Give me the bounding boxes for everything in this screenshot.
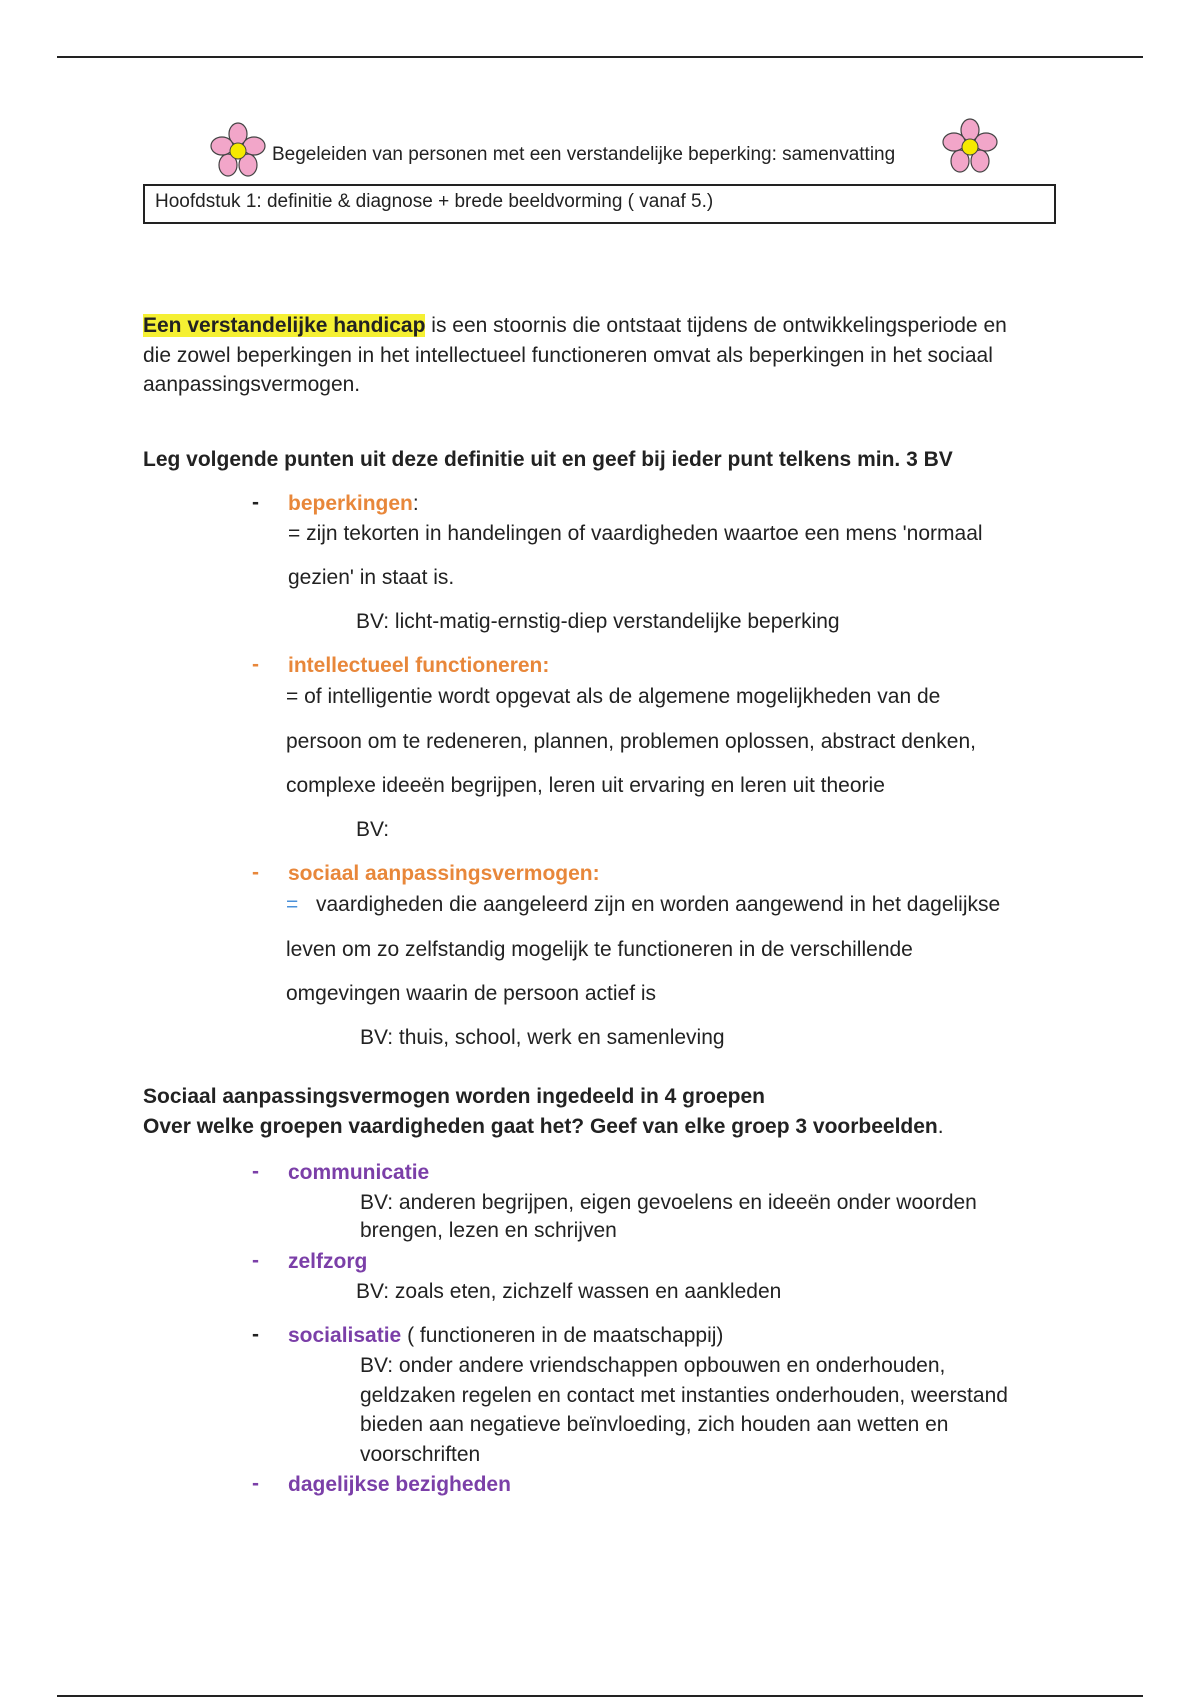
- group-1-term: communicatie: [288, 1161, 430, 1184]
- point-2-line-3: complexe ideeën begrijpen, leren uit ervaring en leren uit theorie: [286, 774, 885, 797]
- point-3-line-3: omgevingen waarin de persoon actief is: [286, 982, 657, 1005]
- definition-line-1: [143, 311, 1007, 340]
- group-3-heading: [288, 1321, 723, 1350]
- group-3-term: socialisatie: [288, 1324, 402, 1347]
- document-title: Begeleiden van personen met een verstandelijke beperking: samenvatting: [272, 144, 896, 165]
- point-1-line-1: = zijn tekorten in handelingen of vaardigheden waartoe een mens 'normaal: [288, 522, 983, 545]
- flower-icon: [942, 118, 998, 174]
- group-3-line-3: bieden aan negatieve beïnvloeding, zich houden aan wetten en: [360, 1413, 949, 1436]
- group-3-line-1: BV: onder andere vriendschappen opbouwen en onderhouden,: [360, 1354, 946, 1377]
- point-3-term: sociaal aanpassingsvermogen:: [288, 862, 600, 885]
- point-1-example: BV: licht-matig-ernstig-diep verstandelijke beperking: [356, 610, 840, 633]
- bullet-dash: -: [252, 1323, 259, 1346]
- bullet-dash: -: [252, 653, 259, 676]
- point-2-line-1: = of intelligentie wordt opgevat als de algemene mogelijkheden van de: [286, 685, 941, 708]
- bullet-dash: -: [252, 1249, 259, 1272]
- point-2-term: intellectueel functioneren:: [288, 654, 550, 677]
- point-1-term: beperkingen: [288, 492, 413, 515]
- point-2-example: BV:: [356, 818, 390, 841]
- group-1-line-1: BV: anderen begrijpen, eigen gevoelens en ideeën onder woorden: [360, 1191, 977, 1214]
- definition-line-2: die zowel beperkingen in het intellectueel functioneren omvat als beperkingen in het sociaal: [143, 344, 993, 367]
- bullet-dash: -: [252, 1472, 259, 1495]
- group-1-line-2: brengen, lezen en schrijven: [360, 1219, 617, 1242]
- group-3-line-2: geldzaken regelen en contact met instanties onderhouden, weerstand: [360, 1384, 1008, 1407]
- point-3-example: BV: thuis, school, werk en samenleving: [360, 1026, 725, 1049]
- chapter-heading: Hoofdstuk 1: definitie & diagnose + brede beeldvorming ( vanaf 5.): [155, 191, 714, 212]
- question-2-line-2: [143, 1112, 944, 1141]
- flower-icon: [210, 122, 266, 178]
- question-2-line-1: Sociaal aanpassingsvermogen worden ingedeeld in 4 groepen: [143, 1085, 766, 1108]
- point-3-equals: =: [286, 893, 299, 916]
- question-2-text: Over welke groepen vaardigheden gaat het? Geef van elke groep 3 voorbeelden: [143, 1115, 938, 1138]
- top-rule: [57, 56, 1143, 58]
- chapter-heading-box: [143, 184, 1056, 224]
- definition-rest: is een stoornis die ontstaat tijdens de ontwikkelingsperiode en: [425, 314, 1007, 337]
- bullet-dash: -: [252, 491, 259, 514]
- bullet-dash: -: [252, 861, 259, 884]
- question-2-period: .: [937, 1115, 944, 1138]
- definition-term: Een verstandelijke handicap: [143, 314, 426, 337]
- group-2-term: zelfzorg: [288, 1250, 368, 1273]
- point-1-heading: [288, 489, 419, 518]
- point-3-line-2: leven om zo zelfstandig mogelijk te functioneren in de verschillende: [286, 938, 913, 961]
- group-2-line-1: BV: zoals eten, zichzelf wassen en aankleden: [356, 1280, 782, 1303]
- point-3-line-1: vaardigheden die aangeleerd zijn en worden aangewend in het dagelijkse: [316, 893, 1001, 916]
- definition-line-3: aanpassingsvermogen.: [143, 373, 361, 396]
- group-4-term: dagelijkse bezigheden: [288, 1473, 511, 1496]
- group-3-line-4: voorschriften: [360, 1443, 481, 1466]
- point-2-line-2: persoon om te redeneren, plannen, problemen oplossen, abstract denken,: [286, 730, 976, 753]
- bullet-dash: -: [252, 1160, 259, 1183]
- document-title-row: [210, 122, 1010, 178]
- bottom-rule: [57, 1695, 1143, 1697]
- question-1: Leg volgende punten uit deze definitie uit en geef bij ieder punt telkens min. 3 BV: [143, 448, 953, 471]
- group-3-suffix: ( functioneren in de maatschappij): [401, 1324, 724, 1347]
- point-1-line-2: gezien' in staat is.: [288, 566, 455, 589]
- point-1-colon: :: [412, 492, 419, 515]
